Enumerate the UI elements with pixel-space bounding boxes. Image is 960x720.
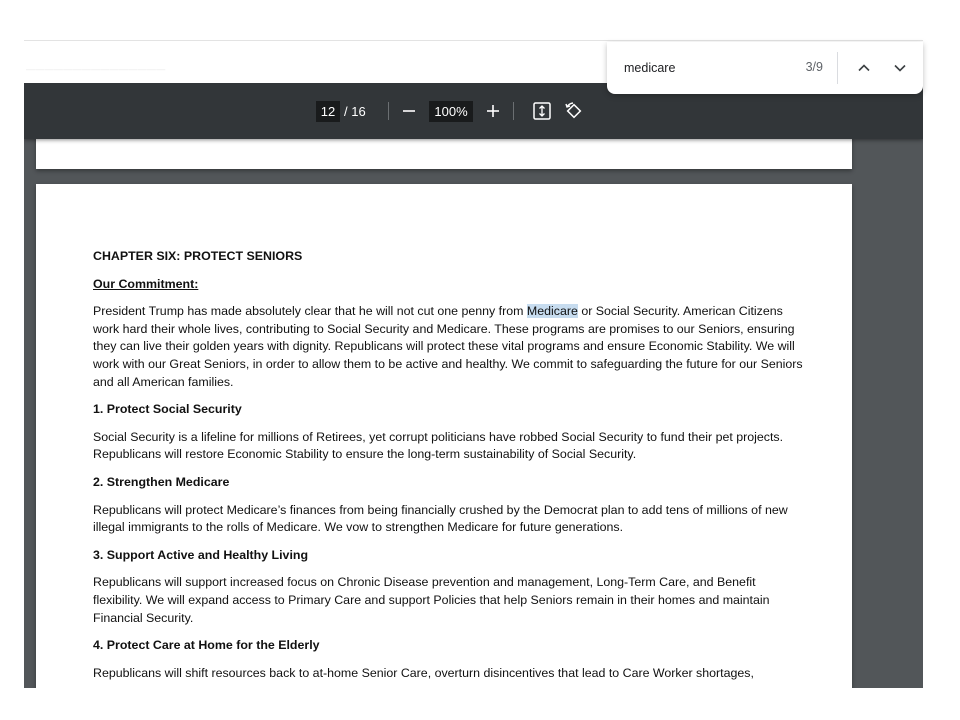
intro-text-before: President Trump has made absolutely clear that he will not cut one penny from: [93, 304, 527, 319]
search-highlight: Medicare: [526, 304, 578, 319]
find-previous-button[interactable]: [852, 56, 876, 80]
section-heading: 3. Support Active and Healthy Living: [93, 547, 309, 562]
fit-page-button[interactable]: [530, 99, 554, 123]
chevron-down-icon: [893, 61, 907, 75]
zoom-in-button[interactable]: [481, 99, 505, 123]
section-body: Republicans will protect Medicare’s finances from being financially crushed by the Democrat plan to add tens of millions of new illegal immigrants to the rolls of Medicare. We vow to strengthen Medicare for future generations.: [93, 502, 788, 535]
find-bar: [607, 42, 923, 94]
document-content: [93, 248, 803, 688]
find-input[interactable]: [624, 59, 784, 77]
section-body: Republicans will shift resources back to at-home Senior Care, overturn disincentives that lead to Care Worker shortages,: [93, 665, 754, 680]
pdf-viewer: [24, 83, 923, 688]
section-heading: 1. Protect Social Security: [93, 402, 242, 417]
intro-text-after: or Social Security. American Citizens work hard their whole lives, contributing to Social Security and Medicare. These programs are promises to our Seniors, ensuring they can live their golden years with dignity. Republicans will protect these vital programs and ensure Economic Stability. We will work with our Great Seniors, in order to allow them to be active and healthy. We commit to safeguarding the future for our Seniors and all American families.: [93, 304, 803, 389]
current-page: [36, 184, 852, 688]
plus-icon: [485, 103, 501, 119]
window-divider: [24, 40, 923, 41]
find-next-button[interactable]: [888, 56, 912, 80]
rotate-icon: [564, 101, 584, 121]
rotate-button[interactable]: [562, 99, 586, 123]
faint-title-text: ———————————————: [26, 64, 166, 74]
find-divider: [837, 52, 838, 84]
toolbar-divider: [513, 102, 514, 120]
page-total-label: / 16: [344, 104, 366, 119]
section-heading: 2. Strengthen Medicare: [93, 474, 230, 489]
page-number-input[interactable]: 12: [316, 101, 340, 122]
chevron-up-icon: [857, 61, 871, 75]
section-heading: 4. Protect Care at Home for the Elderly: [93, 638, 320, 653]
intro-paragraph: [93, 303, 803, 391]
section-body: Republicans will support increased focus on Chronic Disease prevention and management, Long-Term Care, and Benefit flexibility. We will expand access to Primary Care and support Policies that help Seniors remain in their homes and maintain Financial Security.: [93, 575, 770, 625]
find-match-count: 3/9: [805, 60, 823, 74]
zoom-level-input[interactable]: 100%: [429, 101, 473, 122]
commitment-heading: Our Commitment:: [93, 276, 199, 291]
fit-page-icon: [532, 101, 552, 121]
document-scroll-area[interactable]: [24, 83, 923, 688]
zoom-out-button[interactable]: [397, 99, 421, 123]
toolbar-divider: [388, 102, 389, 120]
section-body: Social Security is a lifeline for millions of Retirees, yet corrupt politicians have robbed Social Security to fund their pet projects. Republicans will restore Economic Stability to ensure the long-term sustainability of Social Security.: [93, 429, 784, 462]
minus-icon: [401, 103, 417, 119]
chapter-title: CHAPTER SIX: PROTECT SENIORS: [93, 249, 303, 263]
